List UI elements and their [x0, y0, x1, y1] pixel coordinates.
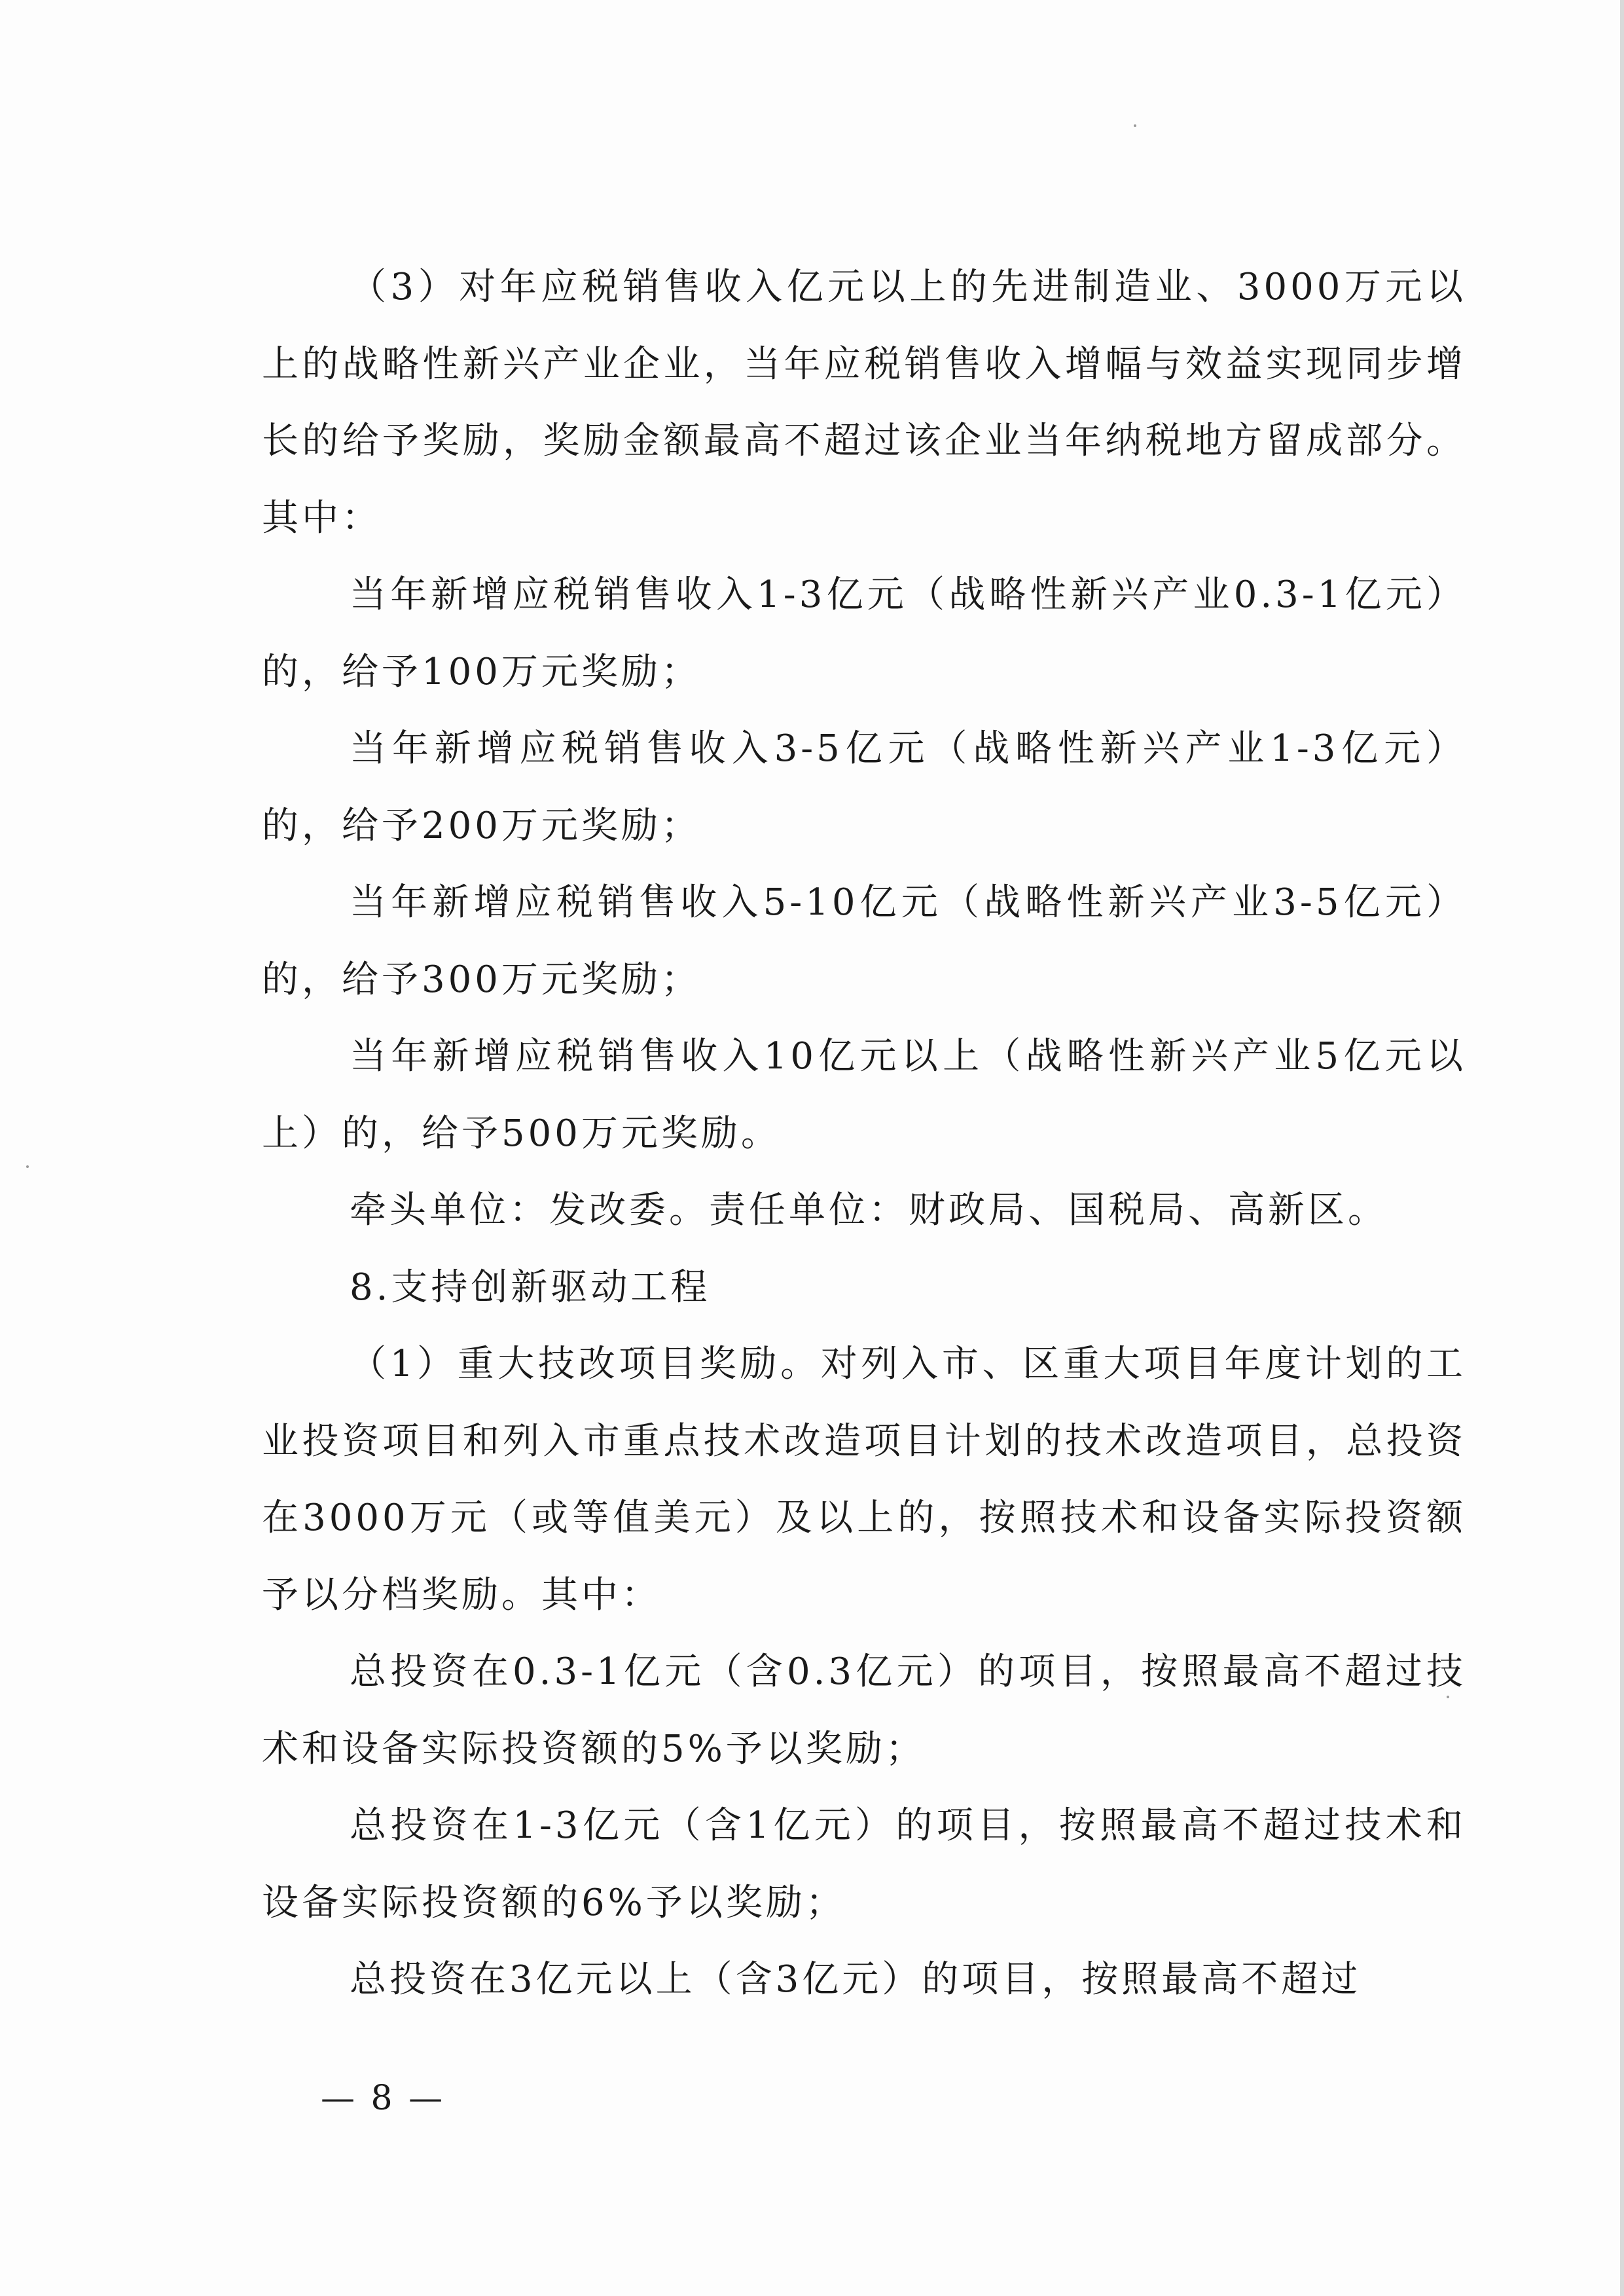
scan-speck: [1134, 124, 1136, 127]
page-number: — 8 —: [321, 2079, 446, 2118]
paragraph-investment-tier-1: 总投资在0.3-1亿元（含0.3亿元）的项目，按照最高不超过技术和设备实际投资额的5%予以奖励；: [262, 1650, 1466, 1770]
paragraph-tier-2: 当年新增应税销售收入3-5亿元（战略性新兴产业1-3亿元）的，给予200万元奖励；: [262, 727, 1466, 847]
paragraph-investment-tier-3: 总投资在3亿元以上（含3亿元）的项目，按照最高不超过: [350, 1958, 1362, 2001]
section-heading-innovation: 8.支持创新驱动工程: [350, 1266, 711, 1309]
paragraph-responsible-units: 牵头单位：发改委。责任单位：财政局、国税局、高新区。: [350, 1189, 1388, 1231]
paragraph-3-incentive: （3）对年应税销售收入亿元以上的先进制造业、3000万元以上的战略性新兴产业企业，当年应税销售收入增幅与效益实现同步增长的给予奖励，奖励金额最高不超过该企业当年纳税地方留成部分。其中：: [262, 266, 1466, 539]
scan-edge: [1620, 0, 1624, 2296]
paragraph-tier-1: 当年新增应税销售收入1-3亿元（战略性新兴产业0.3-1亿元）的，给予100万元奖励；: [262, 574, 1466, 693]
paragraph-tier-4: 当年新增应税销售收入10亿元以上（战略性新兴产业5亿元以上）的，给予500万元奖励。: [262, 1035, 1466, 1155]
scan-speck: [1447, 1696, 1449, 1698]
scan-speck: [26, 1165, 29, 1168]
paragraph-tech-reform: （1）重大技改项目奖励。对列入市、区重大项目年度计划的工业投资项目和列入市重点技术改造项目计划的技术改造项目，总投资在3000万元（或等值美元）及以上的，按照技术和设备实际投资额予以分档奖励。其中：: [262, 1343, 1466, 1616]
paragraph-investment-tier-2: 总投资在1-3亿元（含1亿元）的项目，按照最高不超过技术和设备实际投资额的6%予以奖励；: [262, 1804, 1466, 1924]
paragraph-tier-3: 当年新增应税销售收入5-10亿元（战略性新兴产业3-5亿元）的，给予300万元奖励；: [262, 881, 1466, 1001]
body-text: [262, 249, 1466, 2018]
